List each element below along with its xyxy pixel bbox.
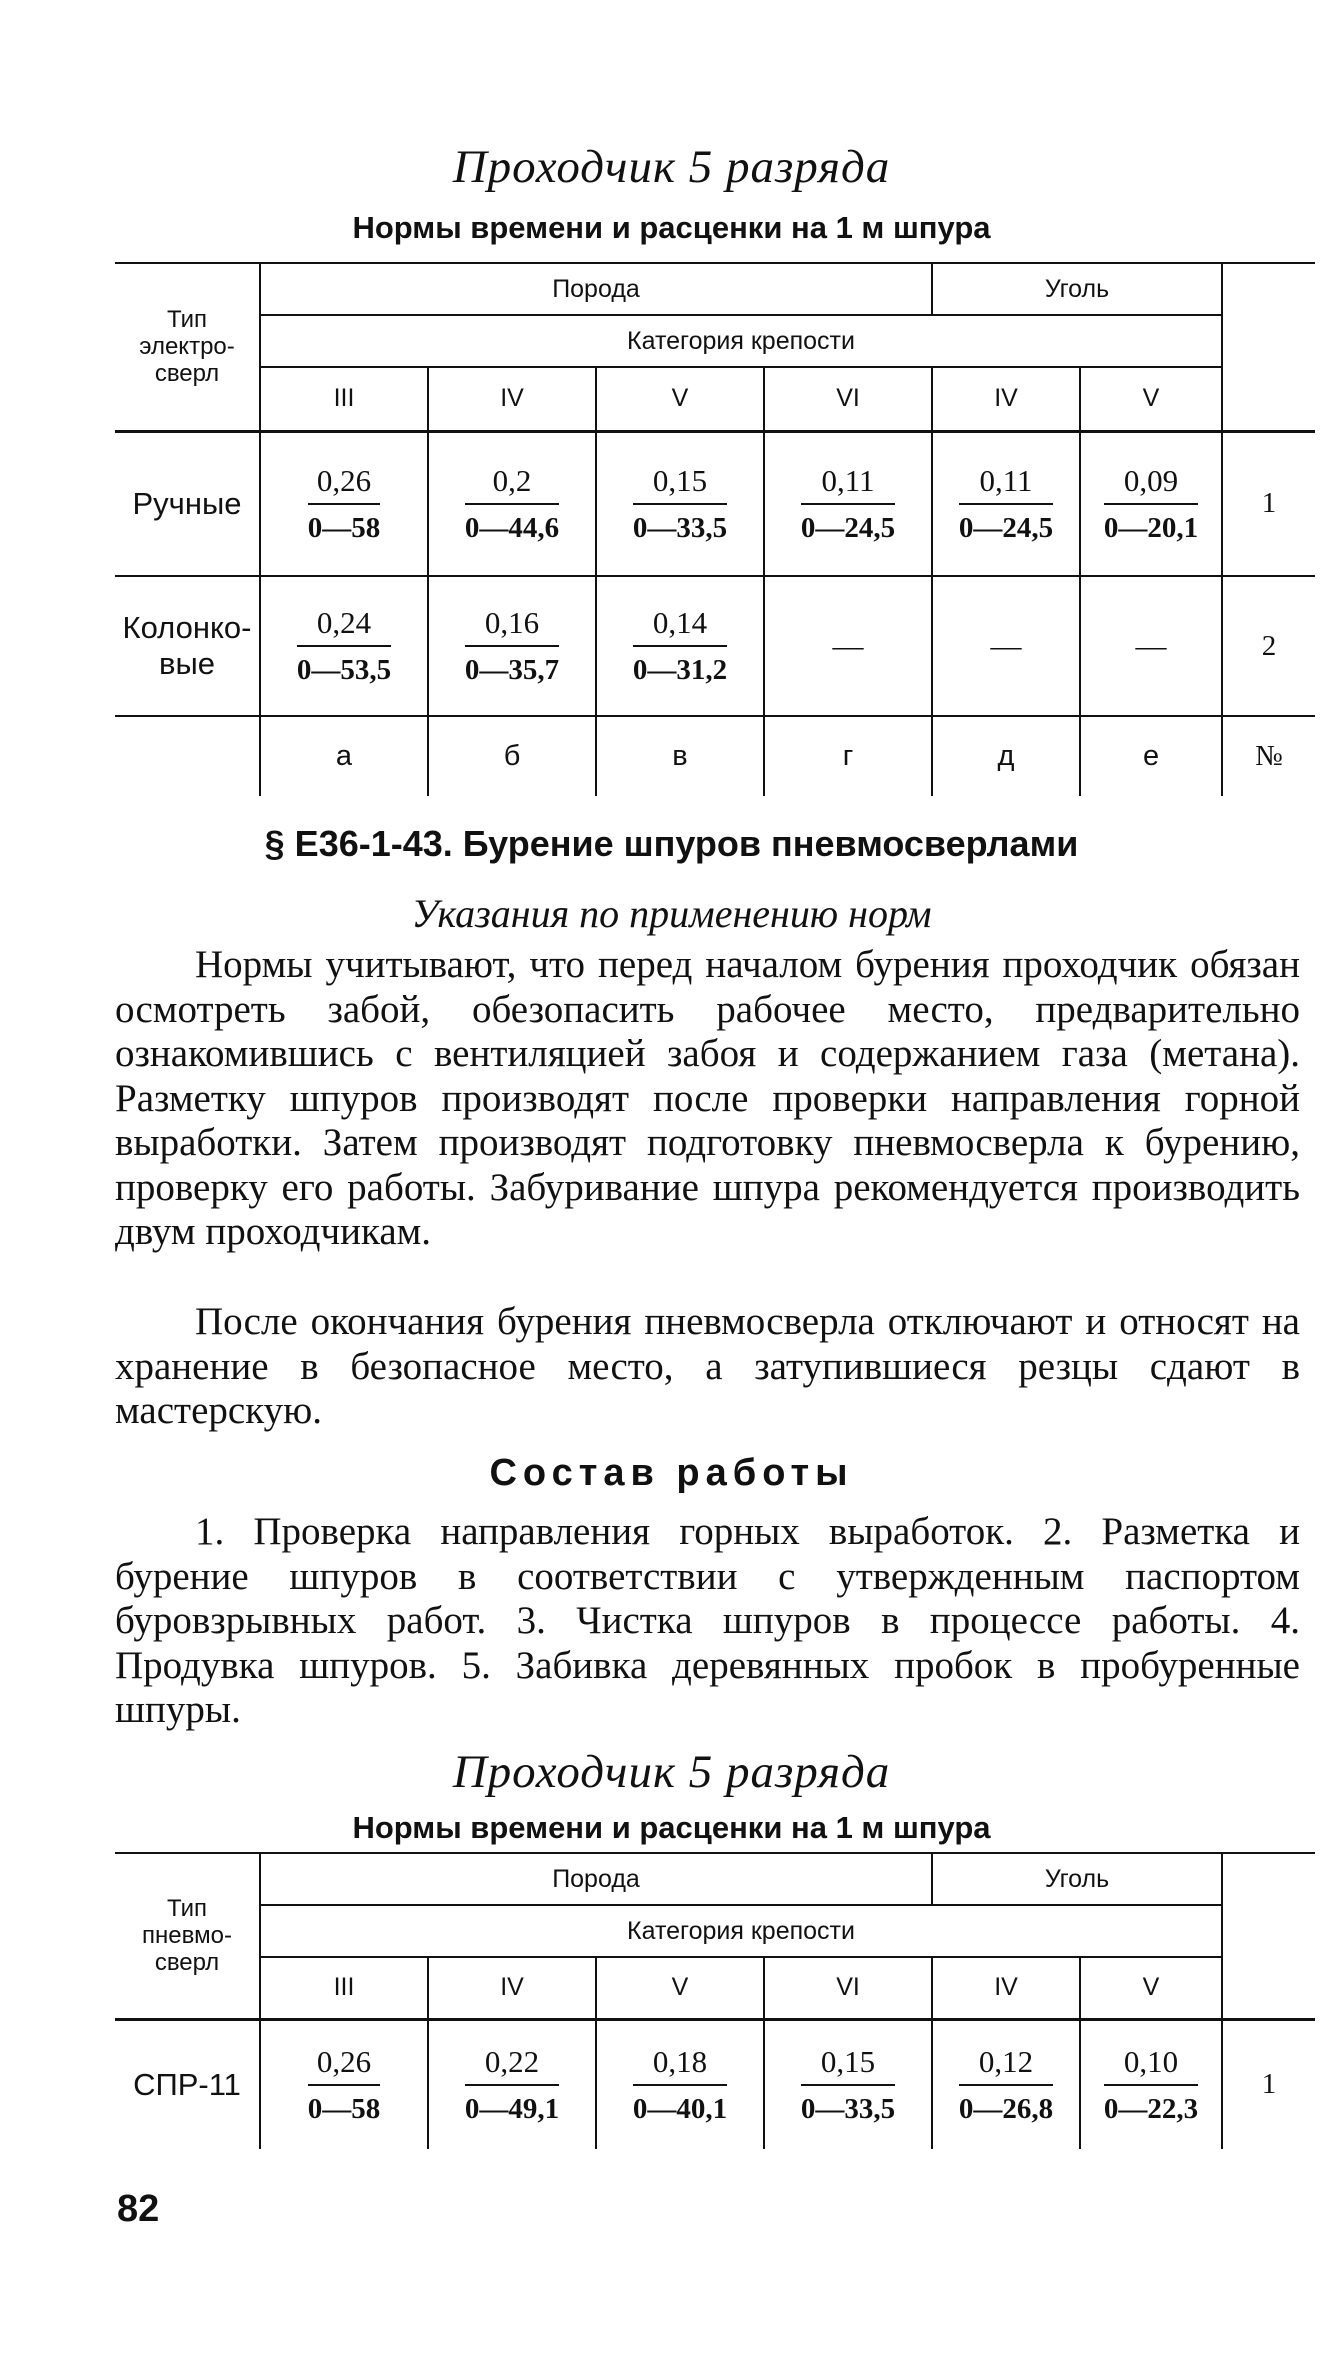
section2-subheading: Нормы времени и расценки на 1 м шпура <box>352 1810 991 1845</box>
norm-cell: $\frac{0,24}{0—53,5}$ <box>296 605 392 686</box>
category-header: Категория крепости <box>260 1905 1222 1957</box>
section1-subheading: Нормы времени и расценки на 1 м шпура <box>352 210 991 245</box>
coal-group-header: Уголь <box>932 1853 1222 1905</box>
page-number: 82 <box>117 2188 160 2230</box>
column-letter: а <box>260 716 428 796</box>
column-letter: д <box>932 716 1080 796</box>
norm-cell: $\frac{0,16}{0—35,7}$ <box>464 605 560 686</box>
norm-cell: $\frac{0,12}{0—26,8}$ <box>958 2043 1054 2125</box>
norm-cell: $\frac{0,10}{0—22,3}$ <box>1103 2043 1199 2125</box>
col-header: VI <box>764 367 932 431</box>
type-header: Тип электро- сверл <box>115 263 260 431</box>
norm-cell: $\frac{0,15}{0—33,5}$ <box>800 2043 896 2125</box>
coal-group-header: Уголь <box>932 263 1222 315</box>
row-label: Колонко- вые <box>115 576 260 716</box>
norm-cell: $\frac{0,09}{0—20,1}$ <box>1103 462 1199 544</box>
col-header: IV <box>932 1957 1080 2019</box>
row-number: 2 <box>1222 576 1315 716</box>
table-row <box>115 431 1315 576</box>
norm-cell-empty: — <box>1080 576 1222 716</box>
rock-group-header: Порода <box>260 1853 932 1905</box>
column-letter: г <box>764 716 932 796</box>
paragraph-1: Нормы учитывают, что перед началом бурения проходчик обязан осмотреть забой, обезопасить рабочее место, предварительно ознакомившись с вентиляцией забоя и содержанием газа (метана). Разметку шпуров производят после проверки направления горной выработки. Затем производят подготовку пневмосверла к бурению, проверку его работы. Забуривание шпура рекомендуется производить двум проходчикам. <box>115 943 1300 1253</box>
work-heading: Состав работы <box>489 1452 854 1494</box>
norm-cell: $\frac{0,11}{0—24,5}$ <box>958 462 1054 544</box>
row-label: Ручные <box>115 431 260 576</box>
column-letter: е <box>1080 716 1222 796</box>
paragraph-2: После окончания бурения пневмосверла отключают и относят на хранение в безопасное место, а затупившиеся резцы сдают в мастерскую. <box>115 1300 1300 1432</box>
row-number: 1 <box>1222 431 1315 576</box>
col-header: III <box>260 1957 428 2019</box>
norm-cell: $\frac{0,22}{0—49,1}$ <box>464 2043 560 2125</box>
table-row <box>115 576 1315 716</box>
norms-table-pneumatic <box>115 1852 1315 2149</box>
col-header: IV <box>428 1957 596 2019</box>
section1-heading: Проходчик 5 разряда <box>452 141 891 193</box>
norm-cell-empty: — <box>764 576 932 716</box>
col-header: III <box>260 367 428 431</box>
col-header: V <box>1080 1957 1222 2019</box>
norm-cell: $\frac{0,15}{0—33,5}$ <box>632 462 728 544</box>
instructions-heading: Указания по применению норм <box>411 891 932 936</box>
col-header: V <box>1080 367 1222 431</box>
norm-cell: $\frac{0,18}{0—40,1}$ <box>632 2043 728 2125</box>
col-header: IV <box>428 367 596 431</box>
norm-cell: $\frac{0,14}{0—31,2}$ <box>632 605 728 686</box>
row-label: СПР-11 <box>115 2019 260 2149</box>
col-header: V <box>596 1957 764 2019</box>
norms-table-electric <box>115 262 1315 796</box>
row-number: 1 <box>1222 2019 1315 2149</box>
column-letter: в <box>596 716 764 796</box>
norm-cell: $\frac{0,11}{0—24,5}$ <box>800 462 896 544</box>
norm-cell: $\frac{0,26}{0—58}$ <box>307 2043 381 2125</box>
col-header: VI <box>764 1957 932 2019</box>
number-header: № <box>1222 716 1315 796</box>
column-letter: б <box>428 716 596 796</box>
section2-heading: Проходчик 5 разряда <box>452 1746 891 1798</box>
type-header: Тип пневмо- сверл <box>115 1853 260 2019</box>
section-title: § Е36-1-43. Бурение шпуров пневмосверлами <box>264 823 1079 864</box>
norm-cell-empty: — <box>932 576 1080 716</box>
norm-cell: $\frac{0,26}{0—58}$ <box>307 462 381 544</box>
col-header: V <box>596 367 764 431</box>
norm-cell: $\frac{0,2}{0—44,6}$ <box>464 462 560 544</box>
category-header: Категория крепости <box>260 315 1222 367</box>
table-row <box>115 2019 1315 2149</box>
letters-row <box>115 716 1315 796</box>
col-header: IV <box>932 367 1080 431</box>
work-composition: 1. Проверка направления горных выработок. 2. Разметка и бурение шпуров в соответствии с утвержденным паспортом буровзрывных работ. 3. Чистка шпуров в процессе работы. 4. Продувка шпуров. 5. Забивка деревянных пробок в пробуренные шпуры. <box>115 1510 1300 1731</box>
rock-group-header: Порода <box>260 263 932 315</box>
